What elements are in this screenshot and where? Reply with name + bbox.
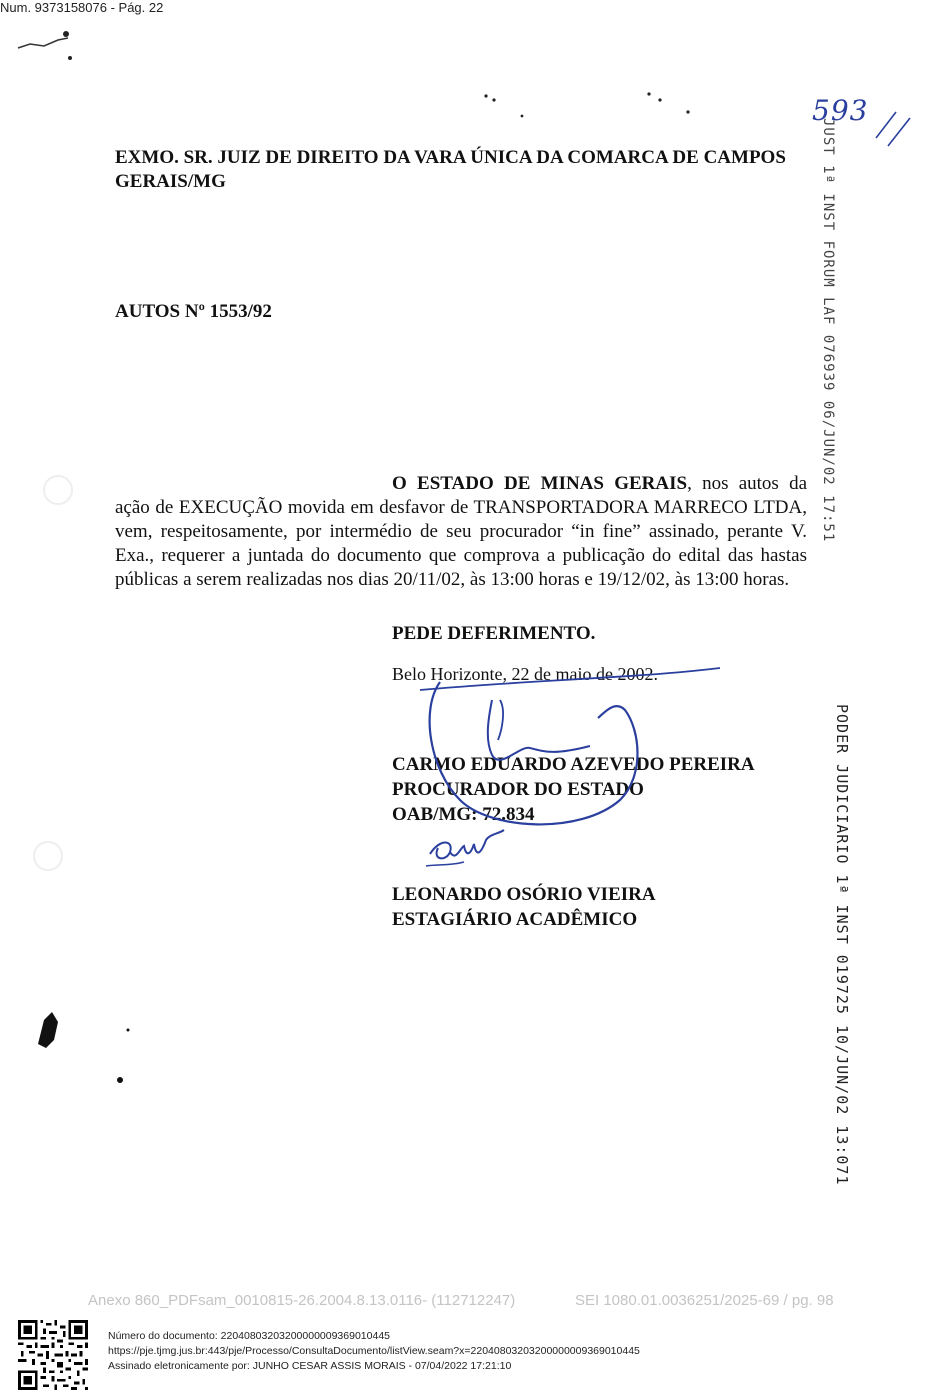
protocol-stamp-top: JUST 1ª INST FORUM LAF 076939 06/JUN/02 17:51 bbox=[820, 118, 836, 543]
folio-number: 593 bbox=[806, 88, 916, 168]
petitioner-name: O ESTADO DE MINAS GERAIS bbox=[392, 473, 688, 494]
signed-by: Assinado eletronicamente por: JUNHO CESAR ASSIS MORAIS - 07/04/2022 17:21:10 bbox=[108, 1360, 512, 1372]
petition-text: , nos autos da ação de EXECUÇÃO movida em desfavor de TRANSPORTADORA MARRECO LTDA, vem, respeitosamente, por intermédio de seu procurador “in fine” assinado, perante V. Exa., requerer a juntada do documento que comprova a publicação do edital das hastas públicas a serem realizadas nos dias 20/11/02, às 13:00 horas e 19/12/02, às 13:00 horas. bbox=[115, 473, 807, 590]
qr-code-icon bbox=[18, 1320, 88, 1390]
signatory-1-title: PROCURADOR DO ESTADO bbox=[392, 779, 644, 800]
signatory-1-name: CARMO EDUARDO AZEVEDO PEREIRA bbox=[392, 754, 755, 775]
document-info bbox=[108, 1329, 640, 1374]
signatory-1-oab: OAB/MG: 72.834 bbox=[392, 804, 535, 825]
signatory-2-title: ESTAGIÁRIO ACADÊMICO bbox=[392, 909, 638, 930]
sei-label: SEI 1080.01.0036251/2025-69 / pg. 98 bbox=[575, 1292, 834, 1309]
closing-request: PEDE DEFERIMENTO. bbox=[392, 623, 596, 644]
protocol-stamp-right: PODER JUDICIARIO 1ª INST 019725 10/JUN/02 13:071 bbox=[833, 704, 851, 1186]
annex-label: Anexo 860_PDFsam_0010815-26.2004.8.13.0116- (112712247) bbox=[88, 1292, 516, 1309]
document-number: Número do documento: 22040803203200000009369010445 bbox=[108, 1330, 390, 1342]
place-date: Belo Horizonte, 22 de maio de 2002. bbox=[392, 664, 658, 684]
document-url[interactable]: https://pje.tjmg.jus.br:443/pje/Processo/ConsultaDocumento/listView.seam?x=22040803203200000009369010445 bbox=[108, 1345, 640, 1357]
case-number: AUTOS Nº 1553/92 bbox=[115, 301, 272, 322]
page-number: Num. 9373158076 - Pág. 22 bbox=[0, 0, 164, 15]
signatory-2-name: LEONARDO OSÓRIO VIEIRA bbox=[392, 884, 656, 905]
court-heading: EXMO. SR. JUIZ DE DIREITO DA VARA ÚNICA DA COMARCA DE CAMPOS GERAIS/MG bbox=[115, 147, 786, 192]
